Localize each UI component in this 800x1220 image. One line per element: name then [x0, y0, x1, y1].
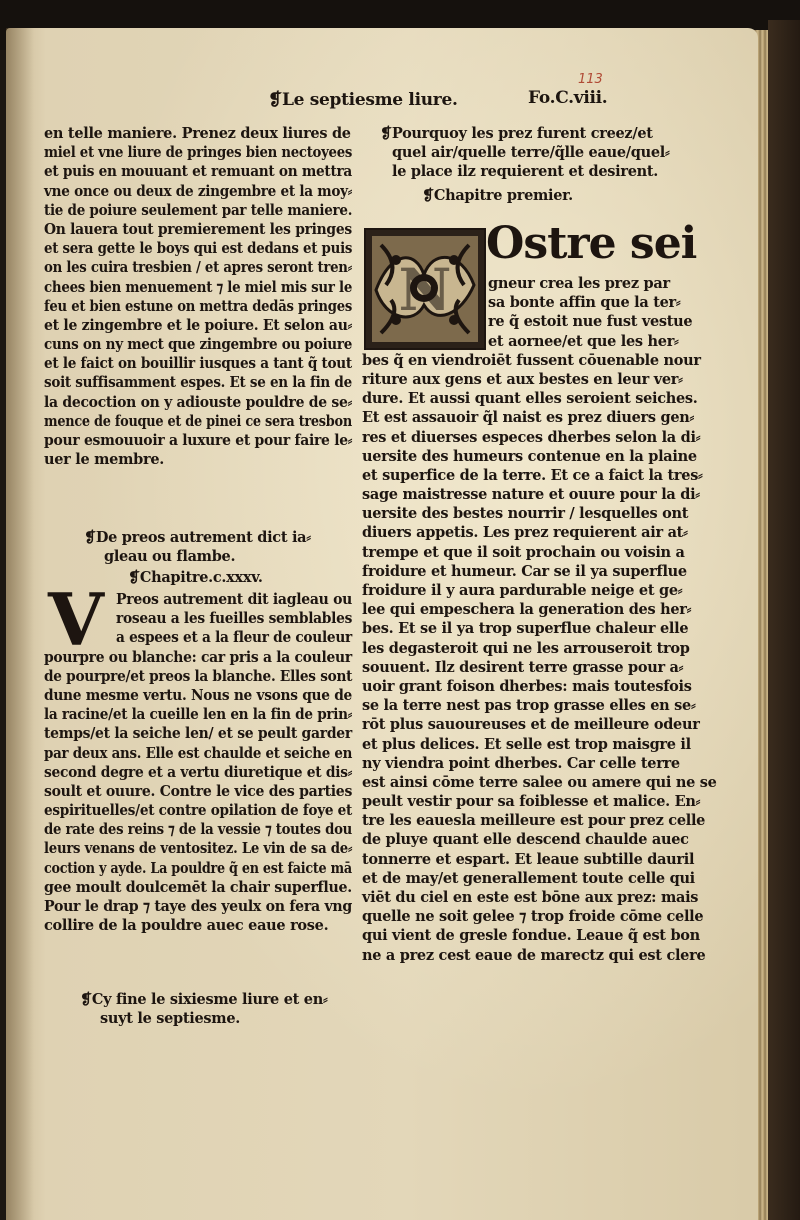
drop-initial: V [48, 577, 104, 662]
end-note-line: suyt le septiesme. [100, 1010, 240, 1028]
text-line: soult et ouure. Contre le vice des parties [44, 782, 353, 800]
text-line: chees bien menuement ⁊ le miel mis sur le [44, 278, 353, 296]
text-line: tonnerre et espart. Et leaue subtille dauril [362, 850, 695, 868]
text-line: Pour le drap ⁊ taye des yeulx on fera vng [44, 898, 352, 915]
text-line: dure. Et aussi quant elles seroient seiches. [362, 390, 698, 408]
text-line: les degasteroit qui ne les arrouseroit trop [362, 639, 690, 657]
chapter-title-line: ❡De preos autrement dict ia⸗ [84, 529, 311, 546]
text-line: pour esmouuoir a luxure et pour faire le⸗ [44, 432, 353, 449]
text-line: mence de fouque et de pinei ce sera tresbon [44, 412, 352, 430]
intro-line: le place ilz requierent et desirent. [392, 163, 659, 181]
text-line: qui vient de gresle fondue. Leaue q̃ est bon [362, 927, 700, 945]
text-line: et aornee/et que les her⸗ [488, 332, 679, 350]
chapter-heading: ❡Chapitre premier. [422, 187, 573, 204]
text-line: tre les eauesla meilleure est pour prez celle [362, 812, 706, 830]
text-line: cuns on ny mect que zingembre ou poiure [44, 336, 353, 354]
text-line: ny viendra point dherbes. Car celle terre [362, 754, 680, 772]
running-head: ❡Le septiesme liure. [268, 90, 458, 110]
intro-line: quel air/quelle terre/q̃lle eaue/quel⸗ [392, 144, 670, 162]
text-line: bes. Et se il ya trop superflue chaleur elle [362, 620, 689, 638]
text-line: et de may/et generallement toute celle qui [362, 869, 695, 887]
text-line: la decoction on y adiouste pouldre de se⸗ [44, 393, 352, 411]
text-line: temps/et la seiche len/ et se peult garder [44, 725, 352, 743]
text-line: a espees et a la fleur de couleur [116, 629, 352, 647]
text-line: Et est assauoir q̃l naist es prez diuers gen⸗ [362, 409, 695, 427]
text-line: et le zingembre et le poiure. Et selon au⸗ [44, 316, 352, 334]
text-line: collire de la pouldre auec eaue rose. [44, 917, 329, 935]
text-line: uoir grant foison dherbes: mais toutesfois [362, 677, 692, 695]
text-line: en telle maniere. Prenez deux liures de [44, 125, 351, 142]
left-text-block-2 [44, 590, 393, 935]
text-line: et superfice de la terre. Et ce a faict la tres⸗ [362, 466, 703, 484]
text-line: de rate des reins ⁊ de la vessie ⁊ toutes dou [44, 821, 353, 839]
left-text-block-1 [44, 124, 391, 469]
text-line: et plus delices. Et selle est trop maisgre il [362, 735, 691, 753]
text-line: souuent. Ilz desirent terre grasse pour a⸗ [362, 658, 684, 676]
book-binding [768, 20, 800, 1220]
text-line: sa bonte affin que la ter⸗ [488, 294, 681, 312]
text-line: gneur crea les prez par [488, 275, 670, 292]
text-line: peult vestir pour sa foiblesse et malice. En⸗ [362, 793, 701, 811]
text-line: de pourpre/et preos la blanche. Elles sont [44, 667, 353, 685]
chapter-number: ❡Chapitre.c.xxxv. [128, 569, 263, 586]
end-note-line: ❡Cy fine le sixiesme liure et en⸗ [80, 991, 328, 1008]
text-line: et puis en mouuant et remuant on mettra [44, 163, 352, 181]
text-line: riture aux gens et aux bestes en leur ver⸗ [362, 370, 683, 388]
handwritten-folio-number: 113 [578, 72, 603, 87]
text-line: la racine/et la cueille len en la fin de prin⸗ [44, 706, 353, 724]
intro-line: ❡Pourquoy les prez furent creez/et [380, 125, 653, 142]
text-line: tie de poiure seulement par telle maniere. [44, 201, 353, 219]
initial-letter: N [398, 256, 452, 324]
gutter-shadow [6, 28, 34, 1220]
text-line: gee moult doulcemēt la chair superflue. [44, 878, 352, 896]
text-line: second degre et a vertu diuretique et dis⸗ [44, 763, 353, 781]
text-line: froidure et humeur. Car se il ya superflue [362, 562, 687, 580]
text-line: viēt du ciel en este est bōne aux prez: mais [362, 889, 699, 906]
folio-number: Fo.C.viii. [528, 88, 608, 108]
text-line: et sera gette le boys qui est dedans et puis [44, 240, 353, 258]
text-line: par deux ans. Elle est chaulde et seiche en [44, 744, 353, 762]
text-line: Preos autrement dit iagleau ou [116, 591, 353, 608]
text-line: uer le membre. [44, 451, 164, 469]
text-line: trempe et que il soit prochain ou voisin a [362, 543, 685, 561]
text-line: quelle ne soit gelee ⁊ trop froide cōme celle [362, 908, 704, 926]
text-line: uersite des humeurs contenue en la plaine [362, 447, 697, 465]
text-line: bes q̃ en viendroiēt fussent cōuenable nour [362, 351, 701, 369]
text-line: on les cuira tresbien / et apres seront tren⸗ [44, 259, 352, 277]
book-seven-intro [380, 124, 669, 182]
text-line: re q̃ estoit nue fust vestue [488, 313, 693, 331]
opening-words: Ostre sei [486, 218, 697, 269]
text-line: lee qui empeschera la generation des her⸗ [362, 601, 692, 619]
text-line: dune mesme vertu. Nous ne vsons que de [44, 686, 353, 704]
chapter-title-line: gleau ou flambe. [104, 548, 236, 566]
text-line: froidure il y aura pardurable neige et ge⸗ [362, 582, 683, 599]
text-line: coction y ayde. La pouldre q̃ en est faicte mā [44, 859, 352, 877]
chapter-title [84, 528, 311, 566]
text-line: On lauera tout premierement les pringes [44, 220, 352, 238]
right-text-block [362, 274, 717, 965]
text-line: diuers appetis. Les prez requierent air at⸗ [362, 524, 688, 542]
text-line: soit suffisamment espes. Et se en la fin de [44, 374, 352, 392]
book-end-note [80, 990, 327, 1028]
text-line: vne once ou deux de zingembre et la moy⸗ [44, 182, 353, 200]
text-line: espirituelles/et contre opilation de foye et [44, 802, 353, 820]
text-line: se la terre nest pas trop grasse elles en se⸗ [362, 697, 696, 715]
text-line: pourpre ou blanche: car pris a la couleur [44, 648, 352, 666]
text-line: ne a prez cest eaue de marectz qui est clere [362, 946, 706, 964]
text-line: est ainsi cōme terre salee ou amere qui ne se [362, 773, 717, 791]
text-line: miel et vne liure de pringes bien nectoyees [44, 144, 353, 162]
text-line: feu et bien estune on mettra dedās pringes [44, 297, 353, 315]
text-line: uersite des bestes nourrir / lesquelles ont [362, 505, 689, 523]
text-line: res et diuerses especes dherbes selon la di⸗ [362, 428, 701, 446]
text-line: roseau a les fueilles semblables [116, 610, 353, 628]
text-line: sage maistresse nature et ouure pour la di⸗ [362, 486, 700, 504]
text-line: leurs venans de ventositez. Le vin de sa de⸗ [44, 840, 353, 858]
text-line: et le faict on bouillir iusques a tant q̃ tout [44, 355, 352, 373]
text-line: rōt plus sauoureuses et de meilleure odeur [362, 716, 700, 734]
text-line: de pluye quant elle descend chaulde auec [362, 831, 689, 849]
